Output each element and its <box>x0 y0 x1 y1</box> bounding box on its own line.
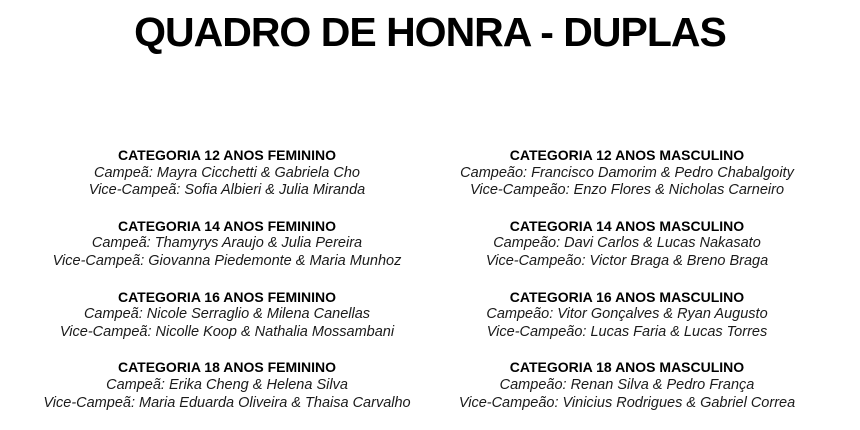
category-section <box>427 147 827 200</box>
runner-up-line: Vice-Campeão: Lucas Faria & Lucas Torres <box>486 323 768 340</box>
category-title: CATEGORIA 14 ANOS MASCULINO <box>509 217 745 234</box>
category-section <box>427 218 827 271</box>
champion-line: Campeão: Francisco Damorim & Pedro Chabalgoity <box>460 164 794 181</box>
category-section <box>427 359 827 412</box>
category-section <box>427 289 827 342</box>
category-title: CATEGORIA 16 ANOS FEMININO <box>117 288 337 305</box>
category-title: CATEGORIA 14 ANOS FEMININO <box>117 217 337 234</box>
champion-line: Campeã: Nicole Serraglio & Milena Canellas <box>83 306 371 323</box>
category-title: CATEGORIA 18 ANOS MASCULINO <box>509 359 745 376</box>
champion-line: Campeão: Vitor Gonçalves & Ryan Augusto <box>486 306 768 323</box>
column-feminino <box>27 147 427 430</box>
runner-up-line: Vice-Campeã: Sofia Albieri & Julia Miranda <box>88 182 366 199</box>
runner-up-line: Vice-Campeã: Maria Eduarda Oliveira & Thaisa Carvalho <box>43 394 411 411</box>
category-section <box>27 289 427 342</box>
page-title: QUADRO DE HONRA - DUPLAS <box>134 9 726 55</box>
champion-line: Campeã: Erika Cheng & Helena Silva <box>106 376 348 393</box>
category-title: CATEGORIA 16 ANOS MASCULINO <box>509 288 745 305</box>
champion-line: Campeã: Thamyrys Araujo & Julia Pereira <box>91 235 363 252</box>
runner-up-line: Vice-Campeã: Giovanna Piedemonte & Maria Munhoz <box>52 252 402 269</box>
category-section <box>27 218 427 271</box>
category-title: CATEGORIA 12 ANOS MASCULINO <box>509 147 745 163</box>
runner-up-line: Vice-Campeão: Victor Braga & Breno Braga <box>485 252 769 269</box>
champion-line: Campeã: Mayra Cicchetti & Gabriela Cho <box>94 164 360 181</box>
category-title: CATEGORIA 18 ANOS FEMININO <box>117 359 337 376</box>
champion-line: Campeão: Davi Carlos & Lucas Nakasato <box>493 235 761 252</box>
runner-up-line: Vice-Campeã: Nicolle Koop & Nathalia Mossambani <box>59 323 395 340</box>
category-section <box>27 147 427 200</box>
category-title: CATEGORIA 12 ANOS FEMININO <box>117 147 337 163</box>
honor-board <box>0 147 860 430</box>
category-section <box>27 359 427 412</box>
column-masculino <box>427 147 827 430</box>
runner-up-line: Vice-Campeão: Enzo Flores & Nicholas Carneiro <box>469 182 785 199</box>
runner-up-line: Vice-Campeão: Vinicius Rodrigues & Gabriel Correa <box>458 394 796 411</box>
champion-line: Campeão: Renan Silva & Pedro França <box>499 376 755 393</box>
